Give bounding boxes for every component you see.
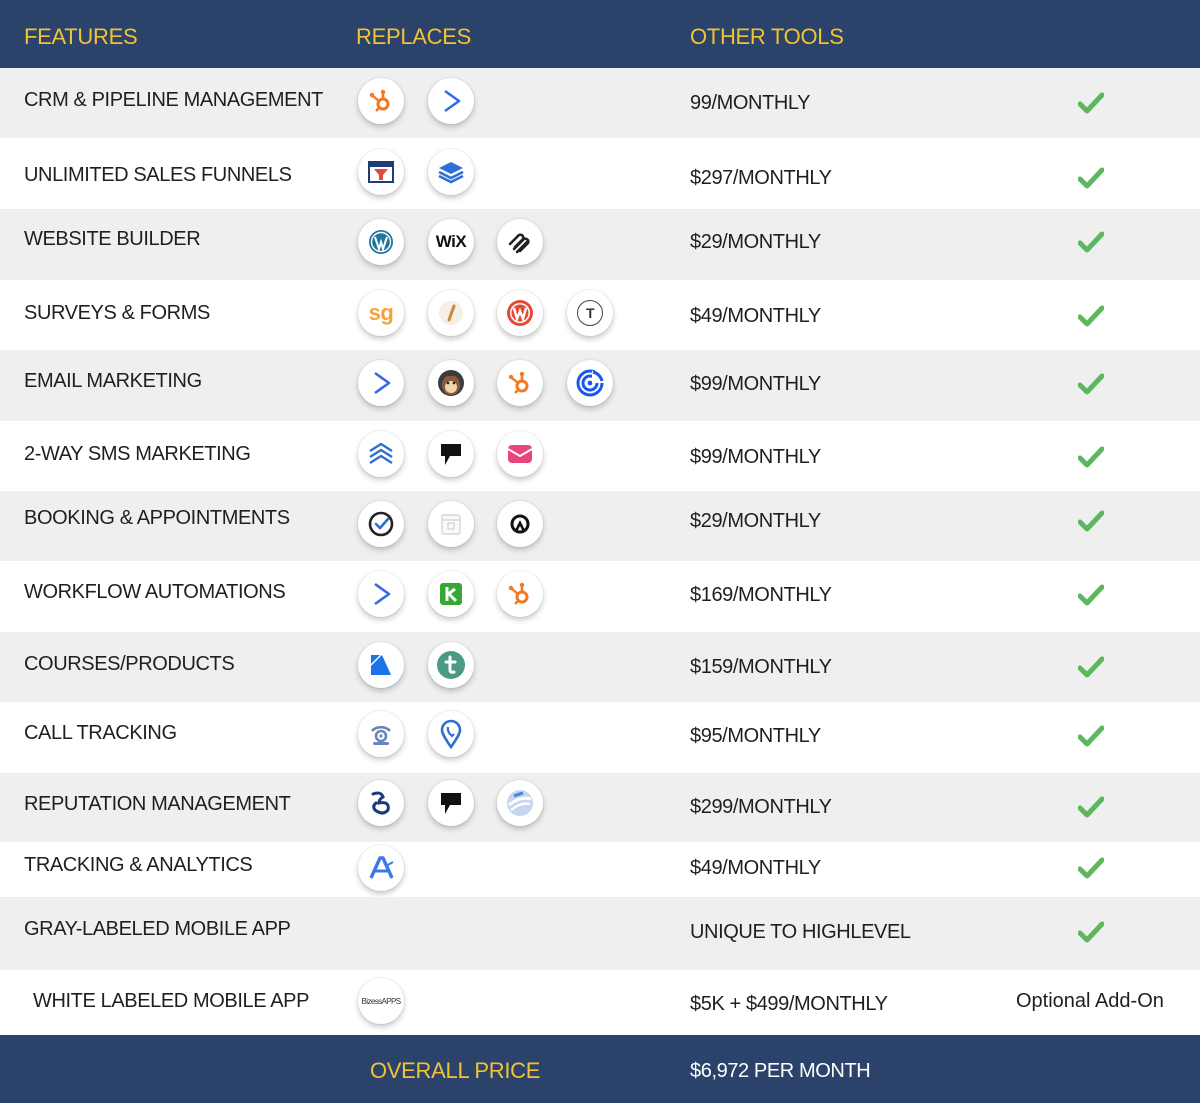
included-check-icon	[1078, 373, 1104, 395]
activecampaign-icon	[358, 360, 404, 406]
feature-name: 2-WAY SMS MARKETING	[24, 443, 251, 465]
other-tools-price: 99/MONTHLY	[690, 92, 811, 114]
paper-pen-icon	[428, 290, 474, 336]
other-tools-price: $159/MONTHLY	[690, 656, 832, 678]
other-tools-price: $49/MONTHLY	[690, 305, 821, 327]
included-check-icon	[1078, 231, 1104, 253]
wix-logo-text: WiX	[435, 232, 467, 251]
other-tools-price: $169/MONTHLY	[690, 584, 832, 606]
callrail-icon	[358, 711, 404, 757]
stack-layers-icon	[428, 149, 474, 195]
included-check-icon	[1078, 584, 1104, 606]
table-row	[0, 209, 1200, 280]
feature-name: TRACKING & ANALYTICS	[24, 854, 253, 876]
kajabi-icon	[358, 642, 404, 688]
calendly-icon	[358, 501, 404, 547]
activecampaign-icon	[428, 78, 474, 124]
feature-name: WHITE LABELED MOBILE APP	[33, 990, 310, 1012]
other-tools-price: $99/MONTHLY	[690, 446, 821, 468]
teachable-icon	[428, 642, 474, 688]
table-row	[0, 421, 1200, 491]
podium-icon	[428, 780, 474, 826]
clickfunnels-icon	[358, 149, 404, 195]
wix-icon	[428, 219, 474, 265]
other-tools-price: $297/MONTHLY	[690, 167, 832, 189]
feature-name: COURSES/PRODUCTS	[24, 653, 235, 675]
surveygizmo-logo-text: sg	[368, 300, 394, 325]
table-row	[0, 702, 1200, 773]
keap-icon	[428, 571, 474, 617]
included-check-icon	[1078, 921, 1104, 943]
table-row	[0, 491, 1200, 561]
wordpress-icon	[358, 219, 404, 265]
typeform-icon	[567, 290, 613, 336]
other-tools-price: $95/MONTHLY	[690, 725, 821, 747]
activecampaign-icon	[358, 571, 404, 617]
analytics-a-icon	[358, 845, 404, 891]
feature-name: CRM & PIPELINE MANAGEMENT	[24, 89, 323, 111]
other-tools-price: $299/MONTHLY	[690, 796, 832, 818]
hubspot-icon	[497, 360, 543, 406]
feature-name: SURVEYS & FORMS	[24, 302, 210, 324]
hubspot-icon	[358, 78, 404, 124]
feature-name: REPUTATION MANAGEMENT	[24, 793, 291, 815]
included-check-icon	[1078, 796, 1104, 818]
squarespace-icon	[497, 219, 543, 265]
table-row	[0, 897, 1200, 970]
overall-price-label: OVERALL PRICE	[370, 1058, 541, 1083]
feature-name: GRAY-LABELED MOBILE APP	[24, 918, 291, 940]
header-replaces: REPLACES	[356, 24, 471, 49]
included-check-icon	[1078, 857, 1104, 879]
surveygizmo-icon	[358, 290, 404, 336]
table-row	[0, 280, 1200, 350]
included-check-icon	[1078, 305, 1104, 327]
included-check-icon	[1078, 446, 1104, 468]
other-tools-price: $29/MONTHLY	[690, 231, 821, 253]
optional-addon-note: Optional Add-On	[1016, 990, 1164, 1012]
table-row	[0, 138, 1200, 209]
table-row	[0, 842, 1200, 897]
table-row	[0, 68, 1200, 138]
wufoo-icon	[497, 290, 543, 336]
location-phone-icon	[428, 711, 474, 757]
table-row	[0, 970, 1200, 1035]
overall-price-total: $6,972 PER MONTH	[690, 1060, 871, 1082]
included-check-icon	[1078, 725, 1104, 747]
podium-icon	[428, 431, 474, 477]
mailchimp-icon	[428, 360, 474, 406]
feature-name: WORKFLOW AUTOMATIONS	[24, 581, 286, 603]
table-row	[0, 561, 1200, 632]
other-tools-price: $99/MONTHLY	[690, 373, 821, 395]
feature-name: WEBSITE BUILDER	[24, 228, 201, 250]
feature-name: UNLIMITED SALES FUNNELS	[24, 164, 292, 186]
table-row	[0, 350, 1200, 421]
table-footer	[0, 1035, 1200, 1103]
table-row	[0, 773, 1200, 842]
included-check-icon	[1078, 92, 1104, 114]
constant-contact-icon	[567, 360, 613, 406]
header-features: FEATURES	[24, 24, 138, 49]
acuity-icon	[497, 501, 543, 547]
calendar-icon	[428, 501, 474, 547]
layers-chevron-icon	[358, 431, 404, 477]
table-row	[0, 632, 1200, 702]
table-header	[0, 0, 1200, 68]
feature-name: EMAIL MARKETING	[24, 370, 202, 392]
feature-name: BOOKING & APPOINTMENTS	[24, 507, 290, 529]
other-tools-price: UNIQUE TO HIGHLEVEL	[690, 921, 911, 943]
envelope-icon	[497, 431, 543, 477]
bizness-apps-icon	[358, 978, 404, 1024]
other-tools-price: $29/MONTHLY	[690, 510, 821, 532]
other-tools-price: $5K + $499/MONTHLY	[690, 993, 888, 1015]
birdeye-icon	[358, 780, 404, 826]
included-check-icon	[1078, 510, 1104, 532]
swirl-icon	[497, 780, 543, 826]
included-check-icon	[1078, 656, 1104, 678]
hubspot-icon	[497, 571, 543, 617]
feature-name: CALL TRACKING	[24, 722, 177, 744]
other-tools-price: $49/MONTHLY	[690, 857, 821, 879]
included-check-icon	[1078, 167, 1104, 189]
bizness-apps-logo-text: BizessAPPS	[361, 996, 401, 1006]
header-other-tools: OTHER TOOLS	[690, 24, 844, 49]
typeform-logo-text: T	[577, 300, 603, 326]
